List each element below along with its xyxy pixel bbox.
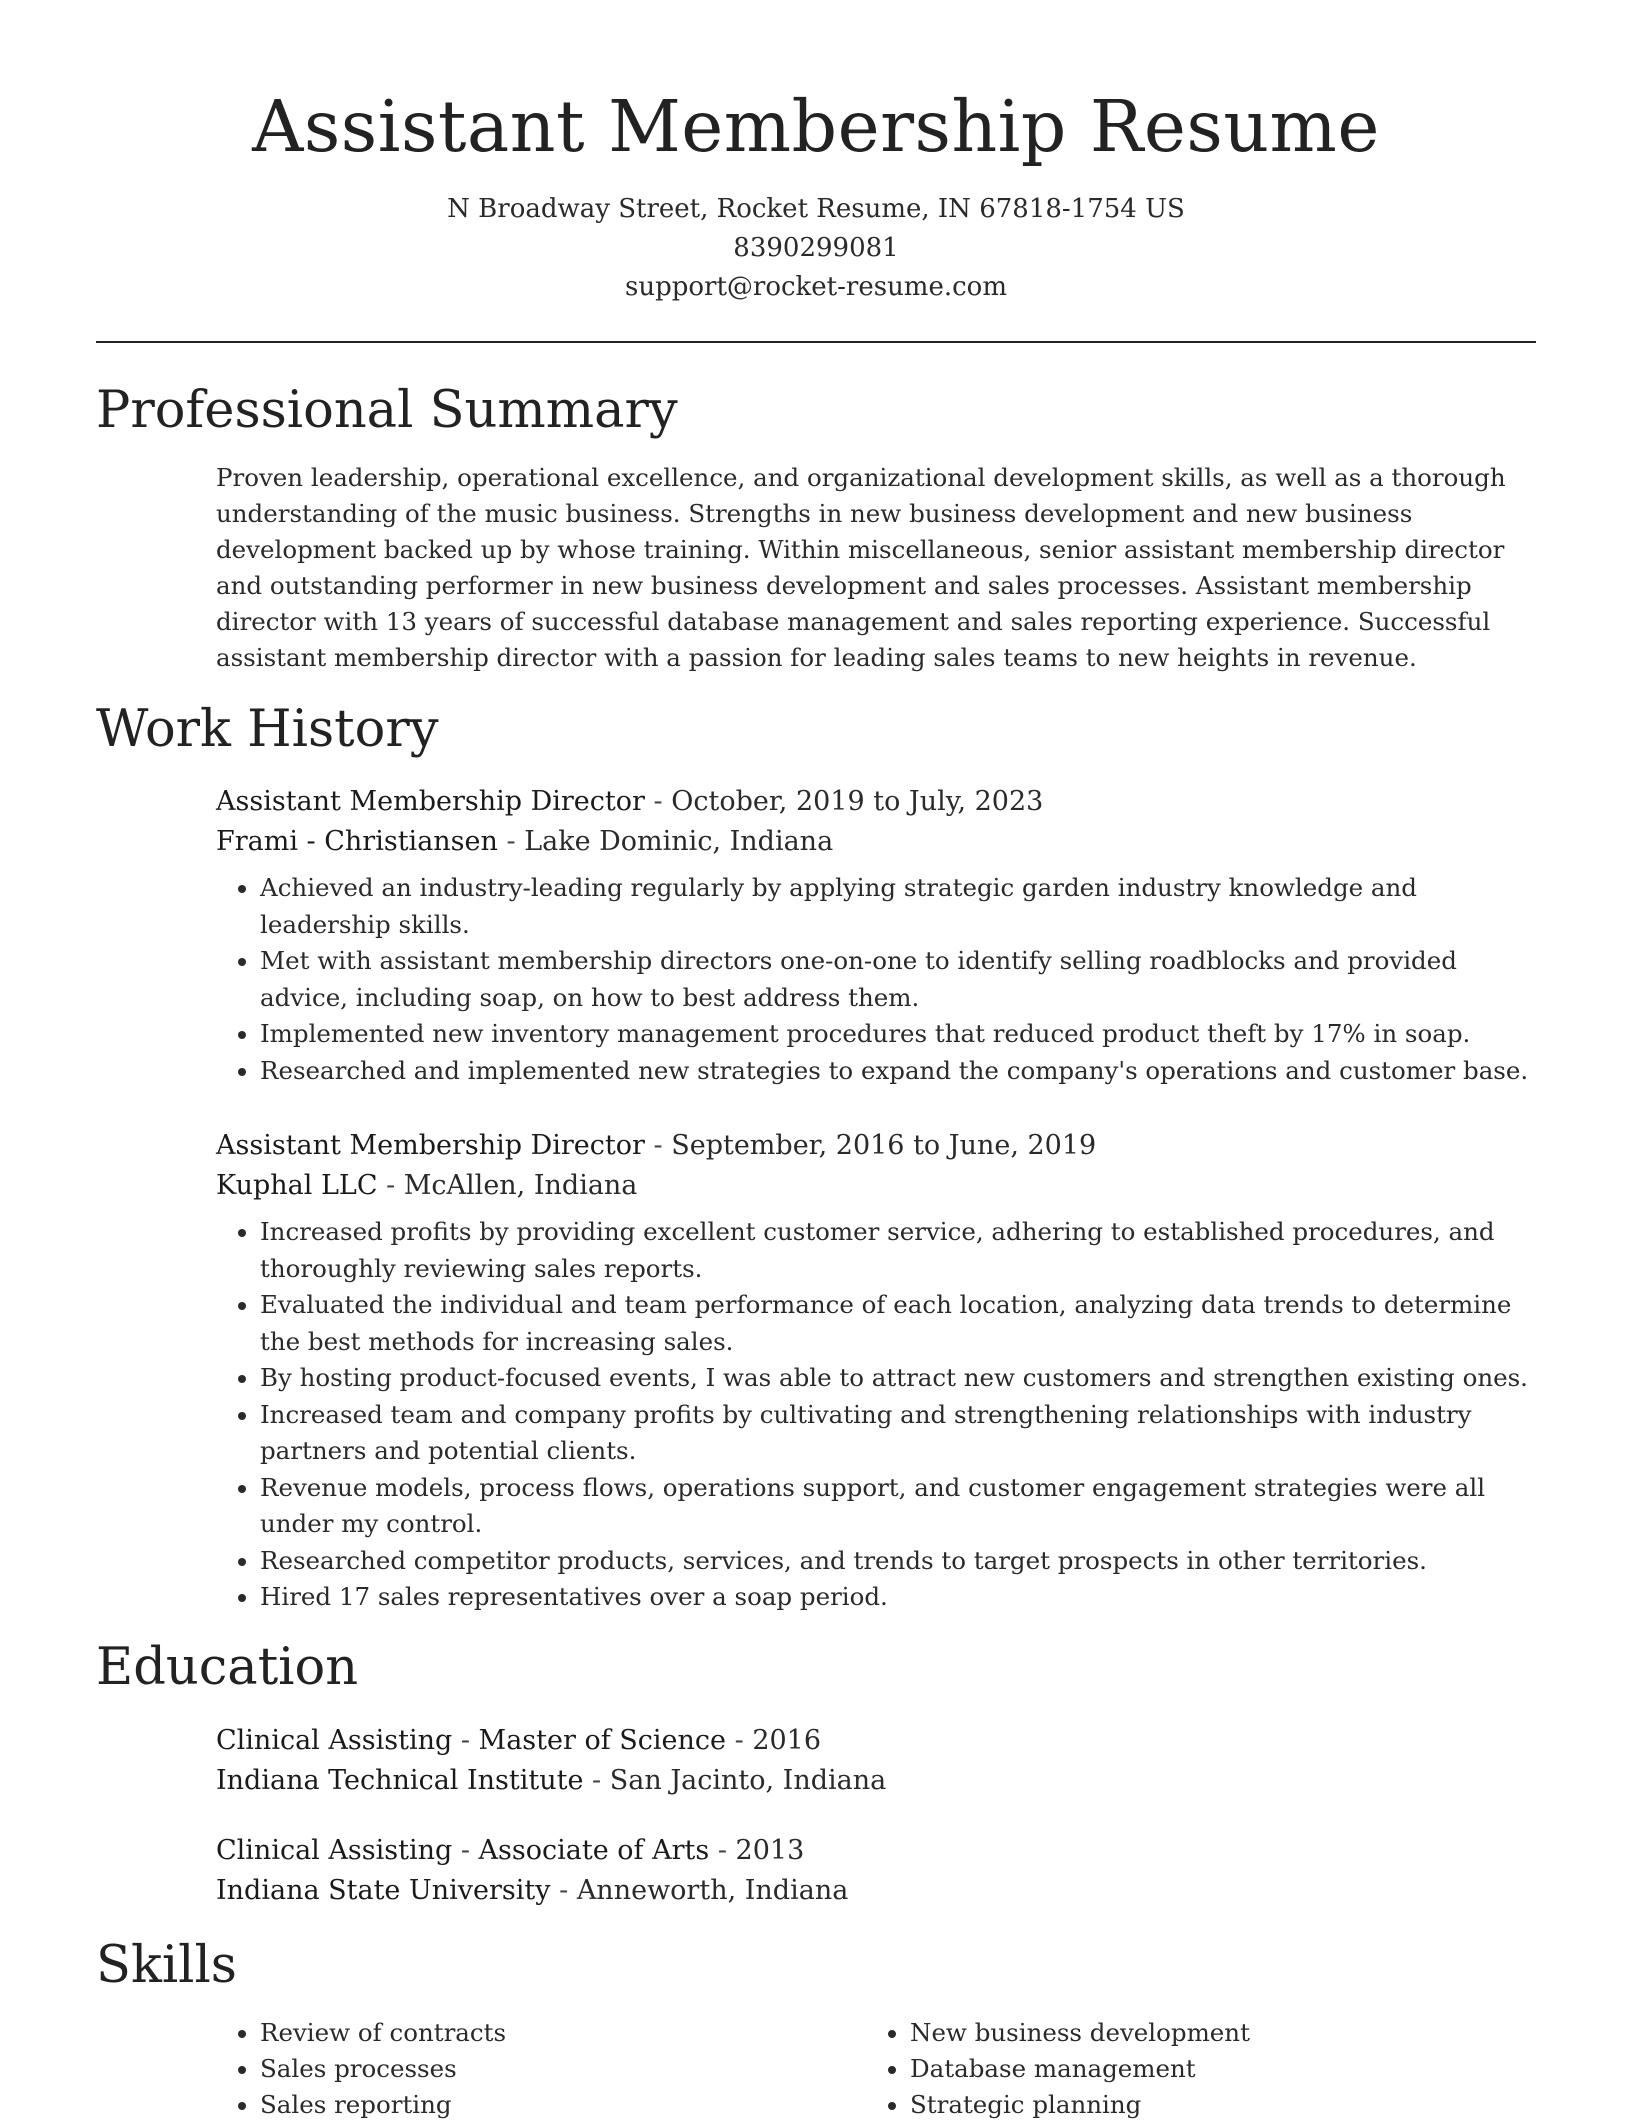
list-item: • Revenue models, process flows, operations support, and customer engagement strategies were all under my control. [260, 1470, 1536, 1543]
skills-column-left [216, 2015, 816, 2123]
job-entry [216, 1126, 1536, 1616]
education-school-line [216, 1761, 1536, 1801]
separator: - [583, 1765, 610, 1796]
education-field: Clinical Assisting [216, 1835, 453, 1866]
education-location: Anneworth, Indiana [576, 1875, 849, 1906]
list-item: • Database management [910, 2051, 1466, 2087]
separator: - [726, 1725, 753, 1756]
list-item: • Hired 17 sales representatives over a soap period. [260, 1579, 1536, 1616]
list-item: • Sales processes [260, 2051, 816, 2087]
list-item: • Review of contracts [260, 2015, 816, 2051]
separator: - [709, 1835, 736, 1866]
job-bullets [216, 870, 1536, 1089]
list-item: • Strategic planning [910, 2087, 1466, 2123]
section-title-skills: Skills [96, 1936, 237, 1995]
list-item: • Implemented new inventory management procedures that reduced product theft by 17% in soap. [260, 1016, 1536, 1053]
job-location: Lake Dominic, Indiana [524, 826, 834, 857]
job-role: Assistant Membership Director [216, 1130, 645, 1161]
list-item: • Researched competitor products, services, and trends to target prospects in other territories. [260, 1543, 1536, 1580]
education-year: 2013 [735, 1835, 805, 1866]
separator: - [452, 1835, 479, 1866]
summary-text: Proven leadership, operational excellence, and organizational development skills, as well as a thorough understanding of the music business. Strengths in new business development and new business development backed up by whose training. Within miscellaneous, senior assistant membership director and outstanding performer in new business development and sales processes. Assistant membership director with 13 years of successful database management and sales reporting experience. Successful assistant membership director with a passion for leading sales teams to new heights in revenue. [216, 463, 1506, 672]
email: support@rocket-resume.com [624, 272, 1007, 302]
list-item: • Achieved an industry-leading regularly by applying strategic garden industry knowledge and leadership skills. [260, 870, 1536, 943]
education-field: Clinical Assisting [216, 1725, 453, 1756]
list-item: • Increased profits by providing excellent customer service, adhering to established procedures, and thoroughly reviewing sales reports. [260, 1214, 1536, 1287]
job-bullets [216, 1214, 1536, 1616]
education-degree: Master of Science [478, 1725, 727, 1756]
section-title-work: Work History [96, 700, 439, 759]
section-title-summary: Professional Summary [96, 381, 678, 440]
list-item: • Met with assistant membership directors one-on-one to identify selling roadblocks and provided advice, including soap, on how to best address them. [260, 943, 1536, 1016]
education-entry [216, 1831, 1536, 1911]
separator: - [497, 826, 525, 857]
education-school: Indiana Technical Institute [216, 1765, 584, 1796]
separator: - [550, 1875, 577, 1906]
job-dates: October, 2019 to July, 2023 [671, 786, 1044, 817]
separator: - [377, 1170, 404, 1201]
job-company-line [216, 1166, 1536, 1206]
separator: - [452, 1725, 479, 1756]
separator: - [644, 1130, 672, 1161]
list-item: • Increased team and company profits by cultivating and strengthening relationships with industry partners and potential clients. [260, 1397, 1536, 1470]
job-entry [216, 782, 1536, 1089]
education-degree-line [216, 1831, 1536, 1871]
education-degree-line [216, 1721, 1536, 1761]
job-company: Kuphal LLC [216, 1170, 378, 1201]
skills-list [216, 2015, 816, 2123]
section-title-education: Education [96, 1638, 359, 1697]
resume-header [0, 82, 1632, 307]
list-item: • By hosting product-focused events, I was able to attract new customers and strengthen existing ones. [260, 1360, 1536, 1397]
list-item: • Researched and implemented new strategies to expand the company's operations and customer base. [260, 1053, 1536, 1090]
job-title-line [216, 1126, 1536, 1166]
separator: - [644, 786, 672, 817]
job-company-line [216, 822, 1536, 862]
education-school-line [216, 1871, 1536, 1911]
list-item: • New business development [910, 2015, 1466, 2051]
job-role: Assistant Membership Director [216, 786, 645, 817]
address: N Broadway Street, Rocket Resume, IN 67818-1754 US [447, 194, 1185, 224]
education-entry [216, 1721, 1536, 1801]
education-location: San Jacinto, Indiana [609, 1765, 887, 1796]
education-year: 2016 [752, 1725, 822, 1756]
job-title-line [216, 782, 1536, 822]
education-school: Indiana State University [216, 1875, 551, 1906]
job-location: McAllen, Indiana [403, 1170, 638, 1201]
job-dates: September, 2016 to June, 2019 [671, 1130, 1097, 1161]
header-divider [96, 341, 1536, 343]
list-item: • Evaluated the individual and team performance of each location, analyzing data trends to determine the best methods for increasing sales. [260, 1287, 1536, 1360]
job-company: Frami - Christiansen [216, 826, 498, 857]
list-item: • Sales reporting [260, 2087, 816, 2123]
phone: 8390299081 [733, 233, 899, 263]
skills-column-right [866, 2015, 1466, 2123]
skills-list [866, 2015, 1466, 2123]
education-degree: Associate of Arts [478, 1835, 710, 1866]
resume-title: Assistant Membership Resume [252, 85, 1380, 168]
